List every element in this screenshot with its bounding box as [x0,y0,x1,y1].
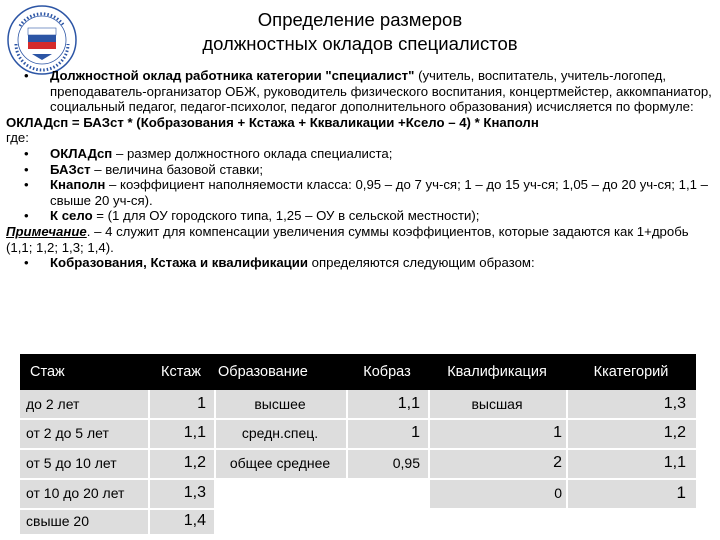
term: К село [50,208,93,224]
formula-text: ОКЛАДсп = БАЗст * (Кобразования + Кстажа + Ккваликации +Ксело – 4) * Кнаполн [6,114,539,130]
header-education: Образование [214,354,350,390]
where-label: где: [6,130,29,146]
education-value: 1 [346,418,428,448]
formula [6,115,714,131]
list-item [6,177,714,208]
stazh-label: от 10 до 20 лет [20,478,154,508]
note-text: . – 4 служит для компенсации увеличения суммы коэффициентов, которые задаются как 1+дробь (1,1; 1,2; 1,3; 1,4). [6,223,689,255]
term: Кнаполн [50,177,106,193]
qualification-value: 1 [566,478,696,508]
stazh-value: 1,1 [148,418,214,448]
paragraph-definition [6,68,714,115]
bullet: • [24,177,29,193]
title-line-2: должностных окладов специалистов [202,33,518,54]
term-desc: = (1 для ОУ городского типа, 1,25 – ОУ в сельской местности); [92,208,480,224]
qualification-value: 1,2 [566,418,696,448]
header-kstazh: Кстаж [148,354,214,390]
bullet: • [24,208,29,224]
stazh-value: 1,3 [148,478,214,508]
term: ОКЛАДсп [50,145,113,161]
header-kkategoriy: Ккатегорий [566,354,696,390]
bullet: • [24,68,29,83]
definition-rest: (учитель, воспитатель, учитель-логопед, преподаватель-организатор ОБЖ, руководитель физического воспитания, концертмейстер, аккомпаниатор, социальный педагог, педагог-психолог, педагог дополнительного образования) исчисляется по формуле: [50,68,712,115]
definition-bold: Должностной оклад работника категории "специалист" [50,68,415,83]
qualification-label: 2 [428,448,566,478]
body-text [6,68,714,271]
page-title [120,8,600,56]
qualification-label: 1 [428,418,566,448]
stazh-label: до 2 лет [20,390,154,418]
coefficients-table [20,354,696,534]
education-value: 0,95 [346,448,428,478]
term-desc: – коэффициент наполняемости класса: 0,95 – до 7 уч-ся; 1 – до 15 уч-ся; 1,05 – до 20 уч-ся; 1,1 – свыше 20 уч-ся). [50,177,708,208]
education-label: общее среднее [214,448,346,478]
education-label: средн.спец. [214,418,346,448]
note [6,224,714,255]
term-desc: определяются следующим образом: [307,255,535,271]
term: Кобразования, Кстажа и квалификации [50,255,308,271]
education-label: высшее [214,390,346,418]
list-item [6,146,714,162]
education-value: 1,1 [346,390,428,418]
header-stazh: Стаж [20,354,158,390]
term-desc: – величина базовой ставки; [90,161,264,177]
stazh-label: от 2 до 5 лет [20,418,154,448]
stazh-label: свыше 20 [20,508,154,534]
stazh-value: 1 [148,390,214,418]
title-line-1: Определение размеров [257,9,463,30]
qualification-label: высшая [428,390,566,418]
qualification-value: 1,3 [566,390,696,418]
list-item [6,255,714,271]
bullet: • [24,255,29,271]
list-item [6,162,714,178]
header-qualification: Квалификация [428,354,566,390]
stazh-label: от 5 до 10 лет [20,448,154,478]
stazh-value: 1,2 [148,448,214,478]
term: БАЗст [50,161,91,177]
bullet: • [24,161,29,177]
bullet: • [24,145,29,161]
term-desc: – размер должностного оклада специалиста; [112,145,393,161]
note-label: Примечание [6,223,87,239]
national-projects-emblem-icon [6,4,78,76]
list-item [6,208,714,224]
qualification-label: 0 [428,478,566,508]
stazh-value: 1,4 [148,508,214,534]
qualification-value: 1,1 [566,448,696,478]
header-kobraz: Кобраз [346,354,428,390]
